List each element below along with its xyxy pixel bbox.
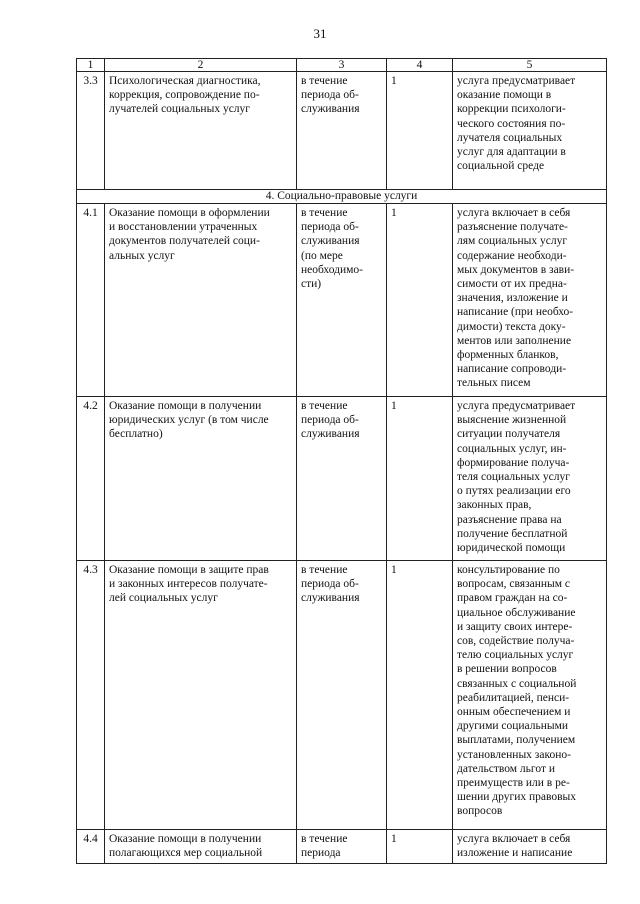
- service-description: консультирование по вопросам, связанным с правом граждан на со- циальное обслуживание и защиту своих интере- сов, содействие получа- телю социальных услуг в решении вопросов связанных с социальной реабилитацией, пенси- онным обеспечением и другими социальными выплатами, получением установленных законо- дательством льгот и преимуществ или в ре- шении других правовых вопросов: [453, 561, 607, 830]
- row-number: 4.4: [77, 830, 105, 864]
- row-number: 4.1: [77, 204, 105, 397]
- column-header: 1: [77, 59, 105, 72]
- table-row: [77, 72, 607, 190]
- table-header-row: [77, 59, 607, 72]
- table-row: [77, 204, 607, 397]
- column-header: 2: [105, 59, 297, 72]
- service-period: в течение периода об- служивания: [297, 561, 387, 830]
- service-period: в течение периода об- служивания: [297, 72, 387, 190]
- service-name: Оказание помощи в оформлении и восстановлении утраченных документов получателей соци- альных услуг: [105, 204, 297, 397]
- page-number: 31: [313, 26, 327, 41]
- column-header: 4: [387, 59, 453, 72]
- service-period: в течение периода: [297, 830, 387, 864]
- service-quantity: 1: [387, 204, 453, 397]
- section-title: 4. Социально-правовые услуги: [77, 190, 607, 204]
- table-row: [77, 830, 607, 864]
- service-name: Психологическая диагностика, коррекция, сопровождение по- лучателей социальных услуг: [105, 72, 297, 190]
- table-row: [77, 397, 607, 561]
- service-quantity: 1: [387, 561, 453, 830]
- service-quantity: 1: [387, 830, 453, 864]
- row-number: 4.2: [77, 397, 105, 561]
- service-description: услуга предусматривает оказание помощи в коррекции психологи- ческого состояния по- лучателя социальных услуг для адаптации в социальной среде: [453, 72, 607, 190]
- service-quantity: 1: [387, 72, 453, 190]
- column-header: 5: [453, 59, 607, 72]
- social-services-table: [76, 58, 607, 864]
- row-number: 4.3: [77, 561, 105, 830]
- service-name: Оказание помощи в получении юридических услуг (в том числе бесплатно): [105, 397, 297, 561]
- column-header: 3: [297, 59, 387, 72]
- service-name: Оказание помощи в получении полагающихся мер социальной: [105, 830, 297, 864]
- service-description: услуга включает в себя разъяснение получате- лям социальных услуг содержание необходи- мых документов в зави- симости от их предна- значения, изложение и написание (при необхо- димости) текста доку- ментов или заполнение форменных бланков, написание сопроводи- тельных писем: [453, 204, 607, 397]
- section-row: [77, 190, 607, 204]
- service-period: в течение периода об- служивания: [297, 397, 387, 561]
- row-number: 3.3: [77, 72, 105, 190]
- service-name: Оказание помощи в защите прав и законных интересов получате- лей социальных услуг: [105, 561, 297, 830]
- service-quantity: 1: [387, 397, 453, 561]
- table-row: [77, 561, 607, 830]
- service-period: в течение периода об- служивания (по мере необходимо- сти): [297, 204, 387, 397]
- service-description: услуга включает в себя изложение и написание: [453, 830, 607, 864]
- service-description: услуга предусматривает выяснение жизненной ситуации получателя социальных услуг, ин- формирование получа- теля социальных услуг о путях реализации его законных прав, разъяснение права на получение бесплатной юридической помощи: [453, 397, 607, 561]
